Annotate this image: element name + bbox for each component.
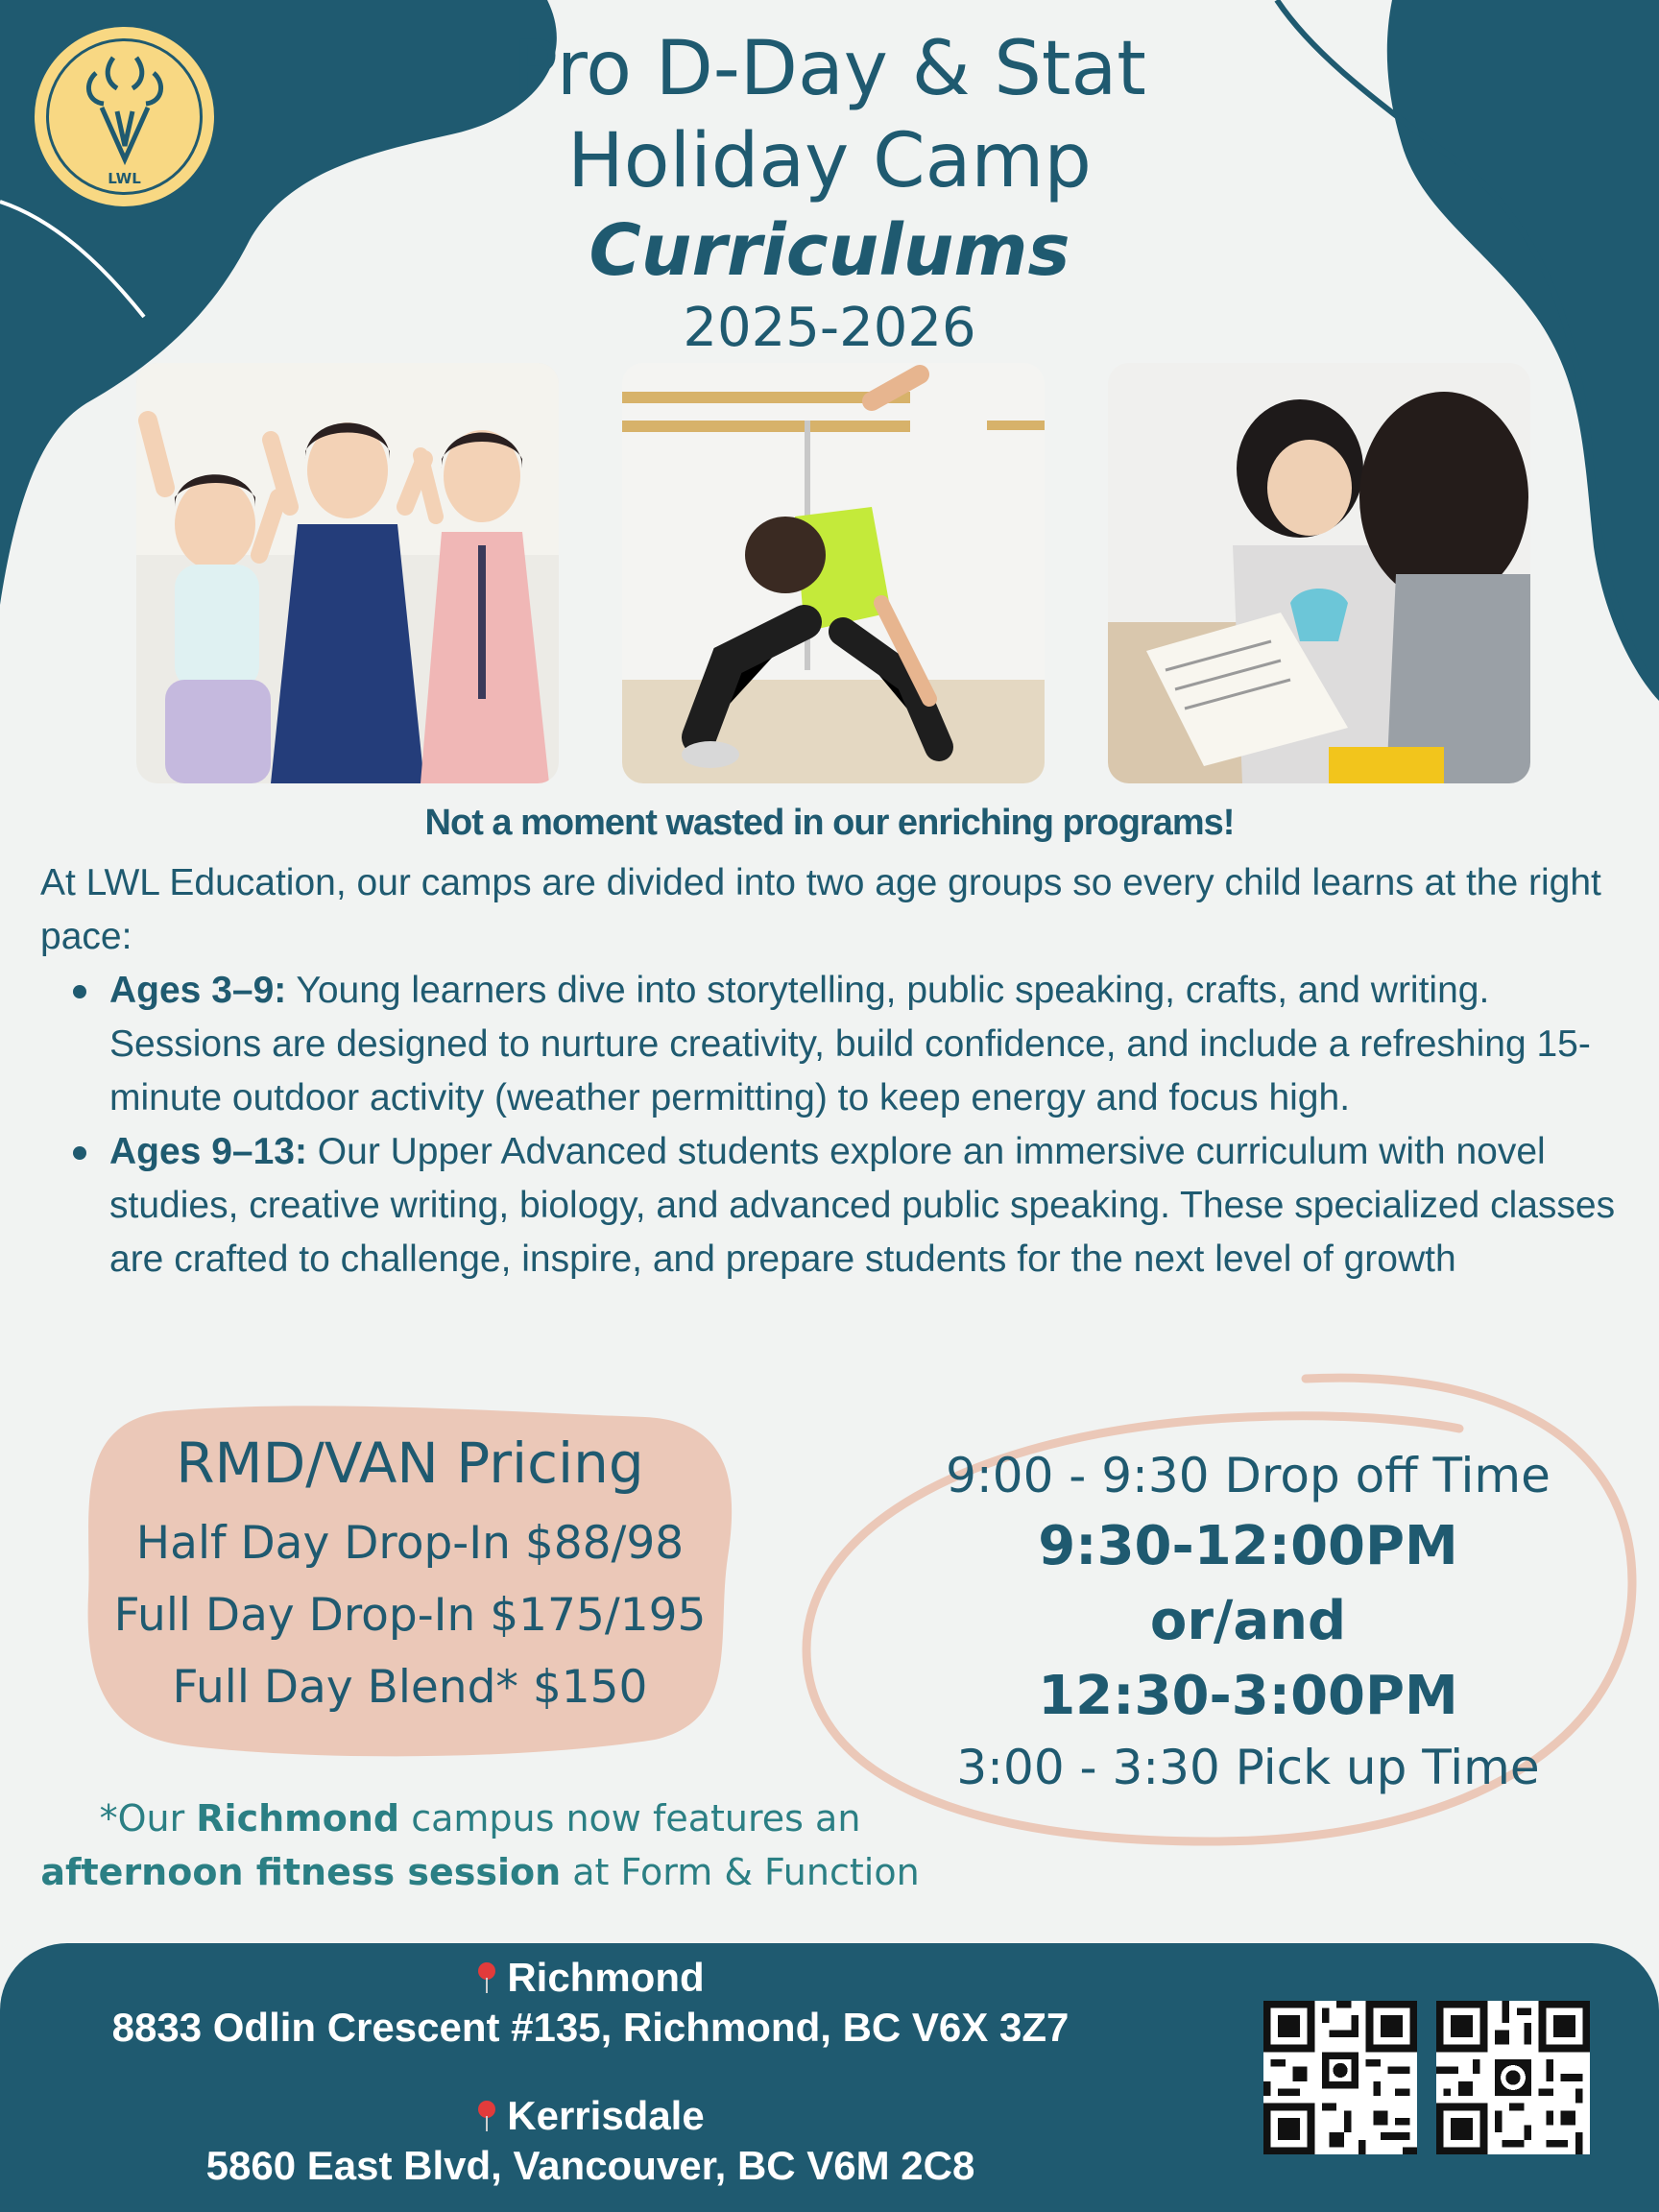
title-year: 2025-2026 bbox=[683, 297, 976, 359]
age-group-list bbox=[73, 964, 1628, 1286]
boy-stretching-photo bbox=[622, 363, 1045, 783]
location-name: Richmond bbox=[507, 1955, 705, 2000]
map-pin-icon bbox=[476, 1962, 497, 1995]
afternoon-session: 12:30-3:00PM bbox=[1038, 1665, 1458, 1727]
girl-reading-with-teacher-photo bbox=[1108, 363, 1530, 783]
map-pin-icon bbox=[476, 2101, 497, 2133]
title-line-2: Holiday Camp bbox=[567, 118, 1092, 204]
pricing-box bbox=[79, 1404, 741, 1759]
location-name: Kerrisdale bbox=[507, 2093, 705, 2138]
bullet-text: Young learners dive into storytelling, public speaking, crafts, and writing. Sessions are designed to nurture creativity, build confidence, and include a refreshing 15-minute outdoor activity (weather permitting) to keep energy and focus high. bbox=[109, 970, 1591, 1118]
full-day-blend-price: Full Day Blend* $150 bbox=[172, 1661, 648, 1714]
location-address: 5860 East Blvd, Vancouver, BC V6M 2C8 bbox=[205, 2143, 975, 2188]
note-text: *Our bbox=[99, 1797, 197, 1839]
pick-up-time: 3:00 - 3:30 Pick up Time bbox=[956, 1740, 1540, 1795]
list-item bbox=[73, 1125, 1628, 1286]
richmond-note bbox=[19, 1791, 941, 1899]
tagline: Not a moment wasted in our enriching programs! bbox=[424, 803, 1235, 843]
title-curriculums: Curriculums bbox=[589, 209, 1070, 292]
morning-session: 9:30-12:00PM bbox=[1038, 1515, 1458, 1577]
title-block bbox=[0, 23, 1659, 363]
pricing-title: RMD/VAN Pricing bbox=[176, 1431, 644, 1496]
bullet-label: Ages 3–9: bbox=[109, 970, 287, 1011]
note-text: at Form & Function bbox=[561, 1851, 920, 1893]
wechat-qr-code bbox=[1263, 2001, 1417, 2154]
location-address: 8833 Odlin Crescent #135, Richmond, BC V6X 3Z7 bbox=[111, 2005, 1070, 2050]
note-fitness: afternoon fitness session bbox=[40, 1851, 562, 1893]
drop-off-time: 9:00 - 9:30 Drop off Time bbox=[946, 1448, 1551, 1503]
location-kerrisdale bbox=[38, 2091, 1142, 2191]
half-day-price: Half Day Drop-In $88/98 bbox=[135, 1517, 685, 1570]
note-richmond: Richmond bbox=[196, 1797, 400, 1839]
bullet-label: Ages 9–13: bbox=[109, 1131, 307, 1172]
whatsapp-qr-code bbox=[1436, 2001, 1590, 2154]
session-connector: or/and bbox=[1149, 1590, 1347, 1652]
title-line-1: Pro D-Day & Stat bbox=[513, 26, 1146, 112]
full-day-price: Full Day Drop-In $175/195 bbox=[113, 1589, 707, 1642]
intro-paragraph: At LWL Education, our camps are divided into two age groups so every child learns at the right pace: bbox=[40, 862, 1601, 957]
bullet-text: Our Upper Advanced students explore an immersive curriculum with novel studies, creative writing, biology, and advanced public speaking. These specialized classes are crafted to challenge, inspire, and prepare students for the next level of growth bbox=[109, 1131, 1616, 1280]
list-item bbox=[73, 964, 1628, 1125]
note-text: campus now features an bbox=[399, 1797, 861, 1839]
three-girls-cheering-photo bbox=[136, 363, 559, 783]
location-richmond bbox=[38, 1953, 1142, 2053]
logo-text: LWL bbox=[108, 170, 141, 187]
schedule-block bbox=[874, 1442, 1623, 1801]
